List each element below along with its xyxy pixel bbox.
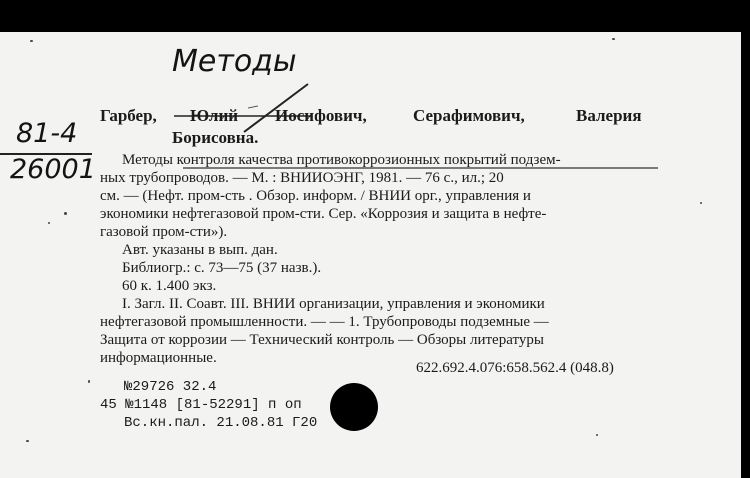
dust-speck: [26, 440, 29, 442]
coauthor-patronymic: Серафимович,: [413, 106, 525, 125]
note-price-print-run: 60 к. 1.400 экз.: [122, 278, 217, 294]
scan-corner-black: [0, 0, 60, 32]
stray-mark: [248, 106, 258, 108]
dust-speck: [596, 434, 598, 436]
author-given-name: Юлий: [190, 106, 239, 125]
dust-speck: [30, 40, 33, 42]
author-surname: Гарбер,: [100, 106, 157, 125]
note-authors: Авт. указаны в вып. дан.: [122, 242, 278, 258]
series-line-2: экономики нефтегазовой пром-сти. Сер. «Коррозия и защита в нефте-: [100, 206, 547, 222]
dust-speck: [64, 212, 67, 215]
series-line-3: газовой пром-сти»).: [100, 224, 228, 240]
series-line-1: см. — (Нефт. пром-сть . Обзор. информ. / ВНИИ орг., управления и: [100, 188, 531, 204]
title-line-1: Методы контроля качества противокоррозионных покрытий подзем-: [122, 152, 561, 168]
coauthor-patronymic-2: Борисовна.: [172, 128, 259, 147]
dust-speck: [48, 222, 50, 224]
tracing-line-2: нефтегазовой промышленности. — — 1. Трубопроводы подземные —: [100, 314, 549, 330]
dust-speck: [700, 202, 702, 204]
handwritten-category: Методы: [172, 44, 297, 79]
title-line-2: ных трубопроводов. — М. : ВНИИОЭНГ, 1981. — 76 с., ил.; 20: [100, 170, 504, 186]
footer-chamber-date: Вс.кн.пал. 21.08.81 Г20: [124, 415, 318, 431]
dust-speck: [88, 380, 90, 383]
punch-hole: [330, 383, 378, 431]
handwritten-code-top: 81-4: [16, 118, 78, 149]
library-catalog-card: [0, 32, 741, 478]
tracing-line-4: информационные.: [100, 350, 217, 366]
author-patronymic: Иосифович,: [275, 106, 367, 125]
footer-registry: 45 №1148 [81-52291] п оп: [100, 397, 302, 413]
coauthor-given-name: Валерия: [576, 106, 642, 125]
classification-index: 622.692.4.076:658.562.4 (048.8): [416, 360, 614, 376]
tracing-line-1: I. Загл. II. Соавт. III. ВНИИ организации, управления и экономики: [122, 296, 545, 312]
tracing-line-3: Защита от коррозии — Технический контроль — Обзоры литературы: [100, 332, 544, 348]
dust-speck: [612, 38, 615, 40]
footer-number: №29726 32.4: [124, 379, 217, 395]
handwritten-code-bottom: 26001: [10, 154, 96, 185]
note-bibliography: Библиогр.: с. 73—75 (37 назв.).: [122, 260, 322, 276]
